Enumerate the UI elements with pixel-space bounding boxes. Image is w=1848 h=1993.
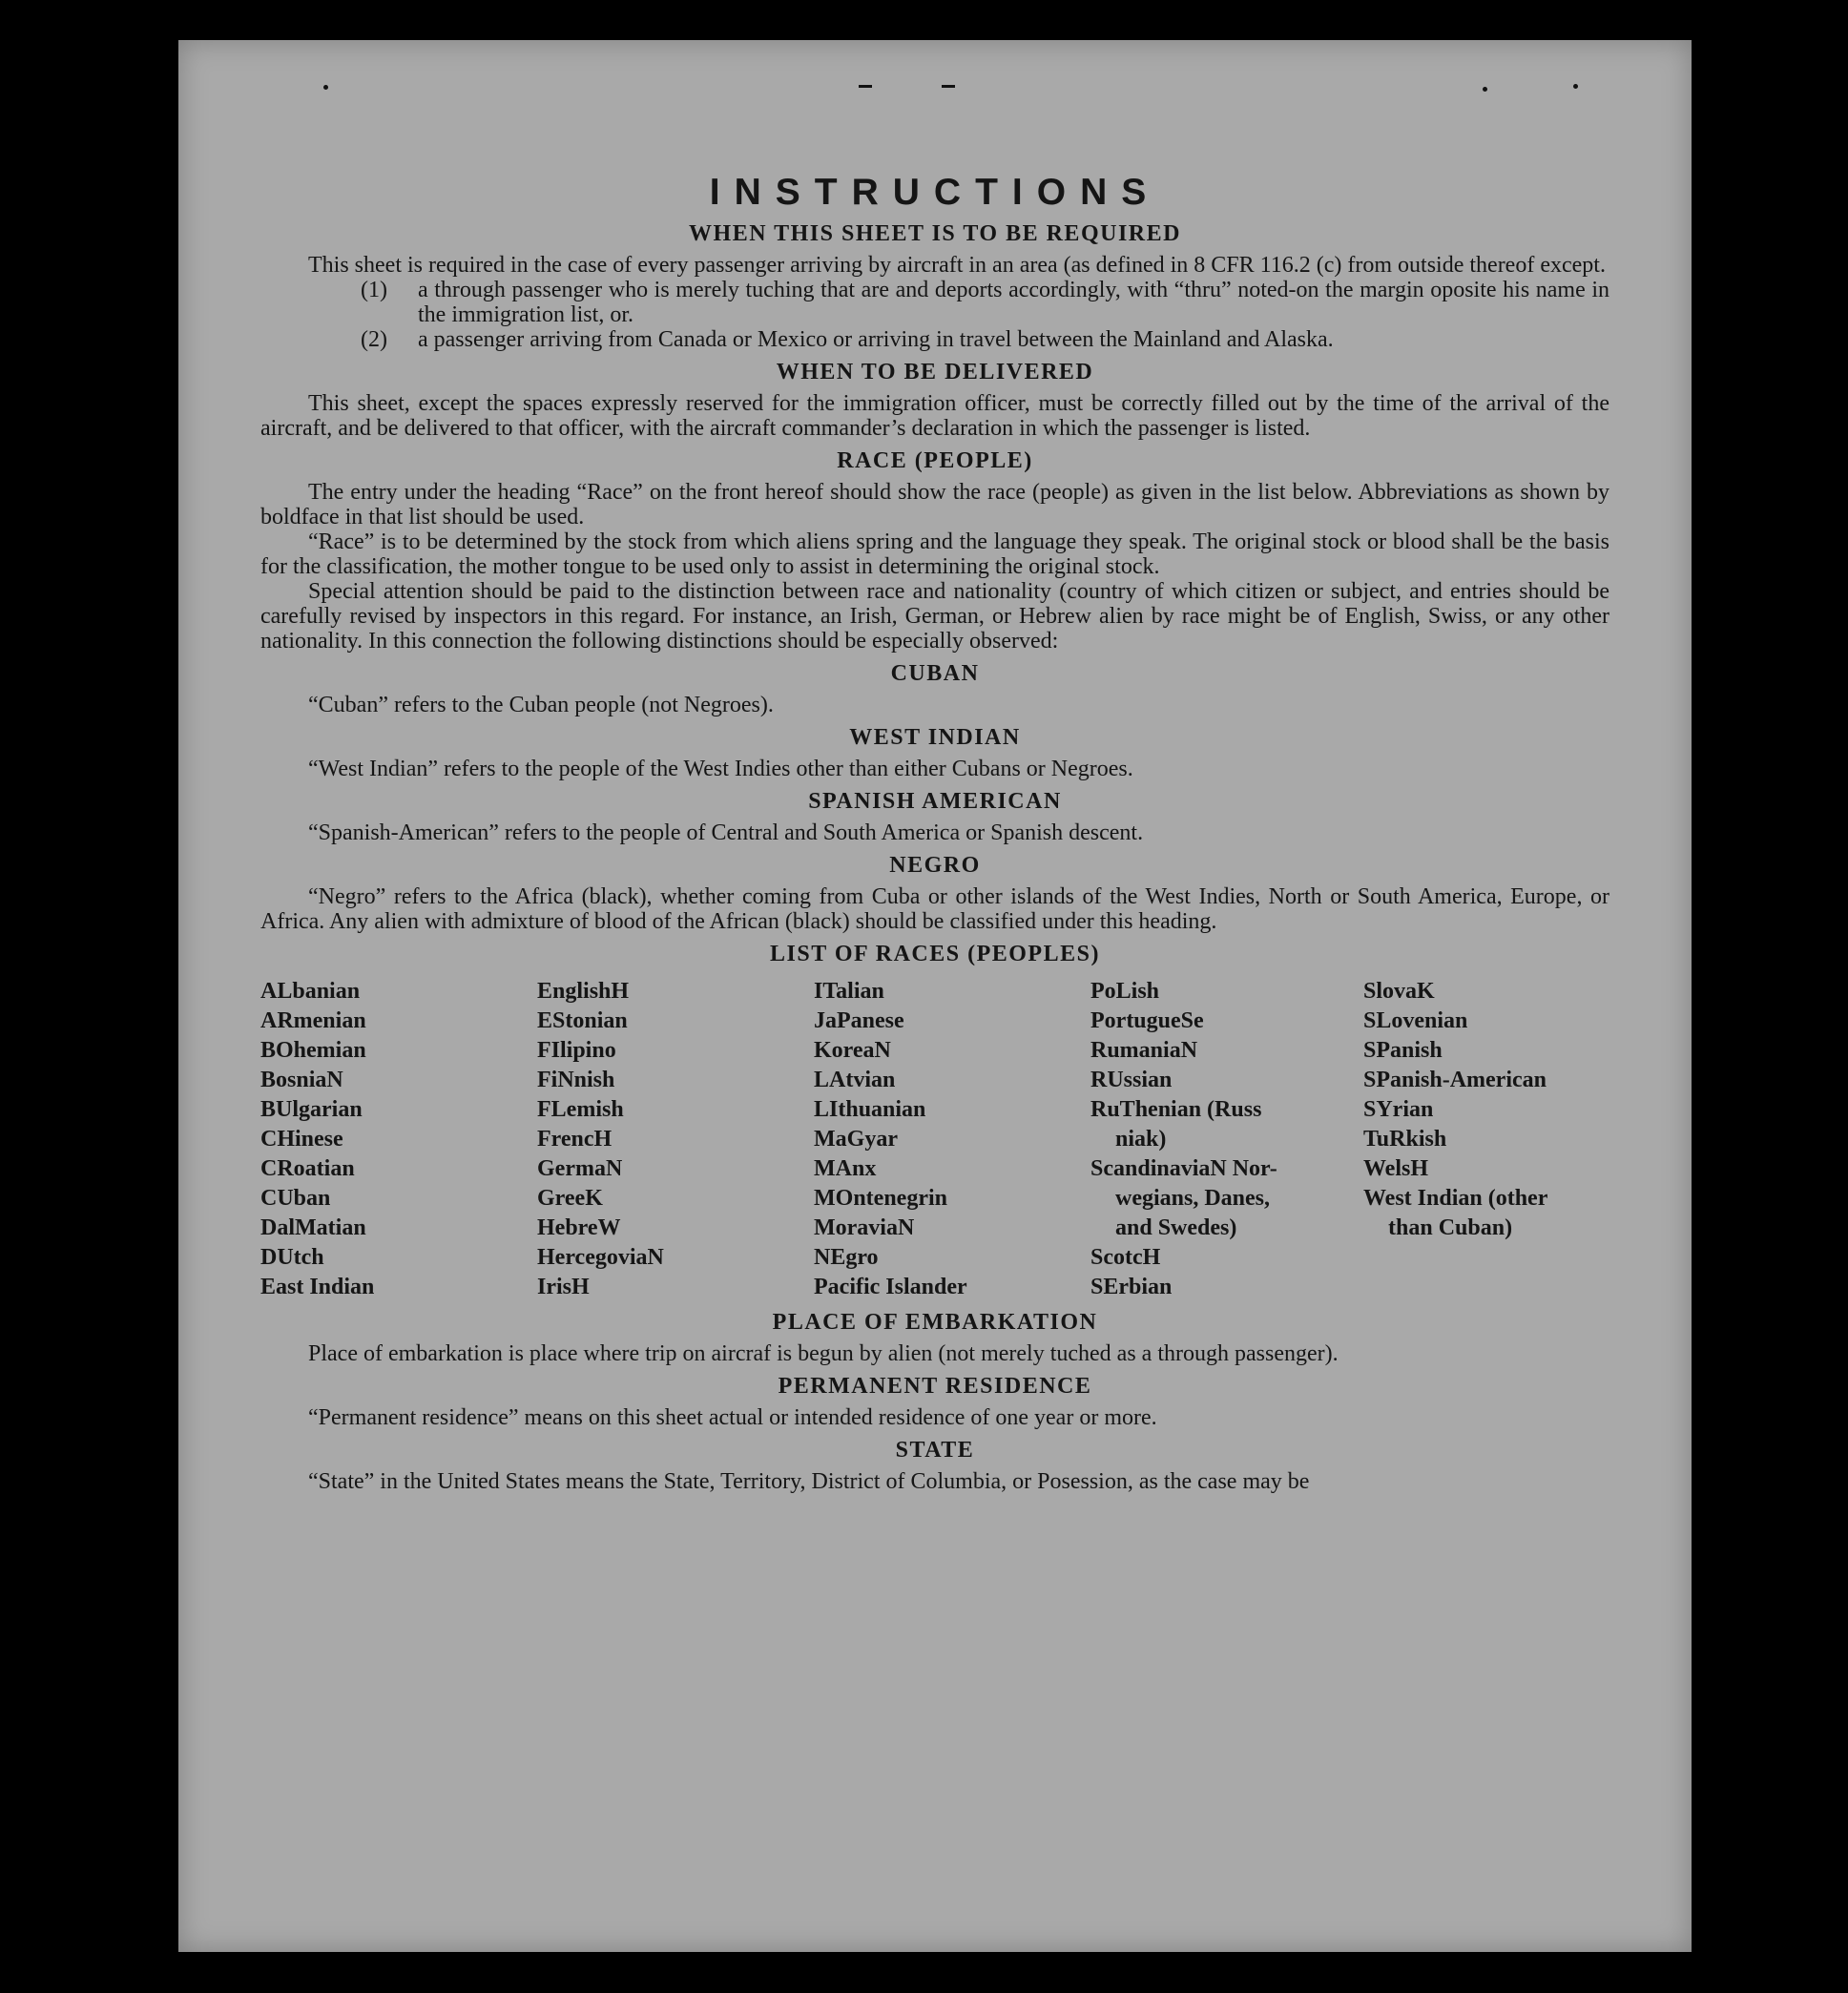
punch-mark	[1483, 87, 1487, 92]
race-entry: SlovaK	[1363, 979, 1435, 1004]
race-entry: West Indian (other	[1363, 1186, 1548, 1211]
section-heading-spanish-american: SPANISH AMERICAN	[808, 789, 1062, 814]
race-entry: FLemish	[537, 1097, 624, 1122]
punch-mark	[859, 85, 872, 88]
section-heading-negro: NEGRO	[889, 853, 981, 878]
race-entry: niak)	[1115, 1127, 1167, 1152]
when-delivered-text: This sheet, except the spaces expressly reserved for the immigration officer, must be correctly filled out by the time of the arrival of the aircraft, and be delivered to that officer, with the aircraft commander’s declaration in which the passenger is listed.	[260, 391, 1609, 441]
race-entry: SErbian	[1090, 1275, 1173, 1299]
when-required-intro: This sheet is required in the case of every passenger arriving by aircraft in an area (as defined in 8 CFR 116.2 (c) from outside thereof except.	[308, 253, 1606, 278]
race-entry: SPanish-American	[1363, 1068, 1547, 1092]
section-heading-permanent-residence: PERMANENT RESIDENCE	[778, 1374, 1092, 1399]
race-entry: NEgro	[814, 1245, 879, 1270]
race-entry: KoreaN	[814, 1038, 891, 1063]
section-heading-embarkation: PLACE OF EMBARKATION	[772, 1310, 1098, 1335]
race-entry: LIthuanian	[814, 1097, 926, 1122]
section-heading-cuban: CUBAN	[890, 661, 980, 686]
race-entry: FrencH	[537, 1127, 613, 1152]
cuban-text: “Cuban” refers to the Cuban people (not Negroes).	[308, 693, 774, 717]
race-entry: HebreW	[537, 1215, 621, 1240]
race-entry: RUssian	[1090, 1068, 1173, 1092]
exception-item	[361, 278, 1609, 327]
race-entry: SPanish	[1363, 1038, 1443, 1063]
section-heading-when-delivered: WHEN TO BE DELIVERED	[776, 360, 1094, 384]
race-entry: ITalian	[814, 979, 884, 1004]
race-entry: wegians, Danes,	[1115, 1186, 1271, 1211]
embarkation-text: Place of embarkation is place where trip on aircraf is begun by alien (not merely tuched as a through passenger).	[308, 1341, 1339, 1366]
exception-item	[361, 327, 1609, 352]
race-entry: TuRkish	[1363, 1127, 1447, 1152]
race-entry: SYrian	[1363, 1097, 1434, 1122]
race-entry: GreeK	[537, 1186, 603, 1211]
race-entry: East Indian	[260, 1275, 375, 1299]
race-column	[1363, 977, 1609, 1302]
race-entry: HercegoviaN	[537, 1245, 664, 1270]
race-paragraph: Special attention should be paid to the distinction between race and nationality (country of which citizen or subject, and entries should be carefully revised by inspectors in this regard. For instance, an Irish, German, or Hebrew alien by race might be of English, Swiss, or any other nationality. In this connection the following distinctions should be especially observed:	[260, 579, 1609, 654]
race-entry: JaPanese	[814, 1008, 904, 1033]
race-entry: DalMatian	[260, 1215, 366, 1240]
state-text: “State” in the United States means the State, Territory, District of Columbia, or Posession, as the case may be	[308, 1469, 1310, 1494]
race-entry: GermaN	[537, 1156, 623, 1181]
race-entry: ScotcH	[1090, 1245, 1161, 1270]
spanish-american-text: “Spanish-American” refers to the people of Central and South America or Spanish descent.	[308, 820, 1144, 845]
west-indian-text: “West Indian” refers to the people of the West Indies other than either Cubans or Negroes.	[308, 757, 1133, 781]
exception-text: a passenger arriving from Canada or Mexico or arriving in travel between the Mainland and Alaska.	[418, 327, 1334, 352]
punch-mark	[323, 85, 328, 90]
race-entry: FIlipino	[537, 1038, 616, 1063]
exception-number: (1)	[361, 278, 387, 302]
race-entry: MoraviaN	[814, 1215, 915, 1240]
race-entry: CRoatian	[260, 1156, 355, 1181]
race-entry: SLovenian	[1363, 1008, 1468, 1033]
race-entry: CHinese	[260, 1127, 343, 1152]
race-entry: EnglishH	[537, 979, 630, 1004]
punch-mark	[942, 85, 955, 88]
race-paragraph: “Race” is to be determined by the stock from which aliens spring and the language they speak. The original stock or blood shall be the basis for the classification, the mother tongue to be used only to assist in determining the original stock.	[260, 529, 1609, 579]
race-entry: BosniaN	[260, 1068, 343, 1092]
race-entry: EStonian	[537, 1008, 628, 1033]
race-entry: FiNnish	[537, 1068, 615, 1092]
section-heading-when-required: WHEN THIS SHEET IS TO BE REQUIRED	[689, 221, 1181, 246]
race-entry: ALbanian	[260, 979, 361, 1004]
race-entry: BUlgarian	[260, 1097, 363, 1122]
section-heading-west-indian: WEST INDIAN	[849, 725, 1021, 750]
race-list	[260, 977, 1609, 1302]
race-column	[260, 977, 537, 1302]
race-column	[537, 977, 814, 1302]
race-entry: MaGyar	[814, 1127, 898, 1152]
race-paragraph: The entry under the heading “Race” on the front hereof should show the race (people) as given in the list below. Abbreviations as shown by boldface in that list should be used.	[260, 480, 1609, 529]
race-entry: RumaniaN	[1090, 1038, 1198, 1063]
race-entry: and Swedes)	[1115, 1215, 1237, 1240]
race-entry: Pacific Islander	[814, 1275, 967, 1299]
section-heading-race: RACE (PEOPLE)	[837, 448, 1033, 473]
race-entry: MOntenegrin	[814, 1186, 947, 1211]
race-entry: BOhemian	[260, 1038, 366, 1063]
exception-text: a through passenger who is merely tuching that are and deports accordingly, with “thru” noted-on the margin oposite his name in the immigration list, or.	[418, 278, 1609, 327]
race-entry: PoLish	[1090, 979, 1160, 1004]
race-column	[1090, 977, 1363, 1302]
race-entry: IrisH	[537, 1275, 590, 1299]
race-entry: MAnx	[814, 1156, 877, 1181]
document-content	[260, 172, 1609, 1494]
negro-text: “Negro” refers to the Africa (black), whether coming from Cuba or other islands of the West Indies, North or South America, Europe, or Africa. Any alien with admixture of blood of the African (black) should be classified under this heading.	[260, 884, 1609, 934]
section-heading-list-of-races: LIST OF RACES (PEOPLES)	[770, 942, 1100, 966]
race-entry: DUtch	[260, 1245, 324, 1270]
race-entry: ScandinaviaN Nor-	[1090, 1156, 1277, 1181]
race-entry: LAtvian	[814, 1068, 896, 1092]
document-title: INSTRUCTIONS	[709, 172, 1161, 213]
race-entry: WelsH	[1363, 1156, 1429, 1181]
race-entry: CUban	[260, 1186, 331, 1211]
race-entry: than Cuban)	[1388, 1215, 1513, 1240]
race-entry: PortugueSe	[1090, 1008, 1204, 1033]
permanent-residence-text: “Permanent residence” means on this sheet actual or intended residence of one year or more.	[308, 1405, 1157, 1430]
document-sheet	[178, 40, 1692, 1952]
race-entry: RuThenian (Russ	[1090, 1097, 1262, 1122]
exception-number: (2)	[361, 327, 387, 352]
race-column	[814, 977, 1090, 1302]
race-entry: ARmenian	[260, 1008, 366, 1033]
section-heading-state: STATE	[895, 1438, 975, 1463]
punch-mark	[1573, 84, 1578, 89]
